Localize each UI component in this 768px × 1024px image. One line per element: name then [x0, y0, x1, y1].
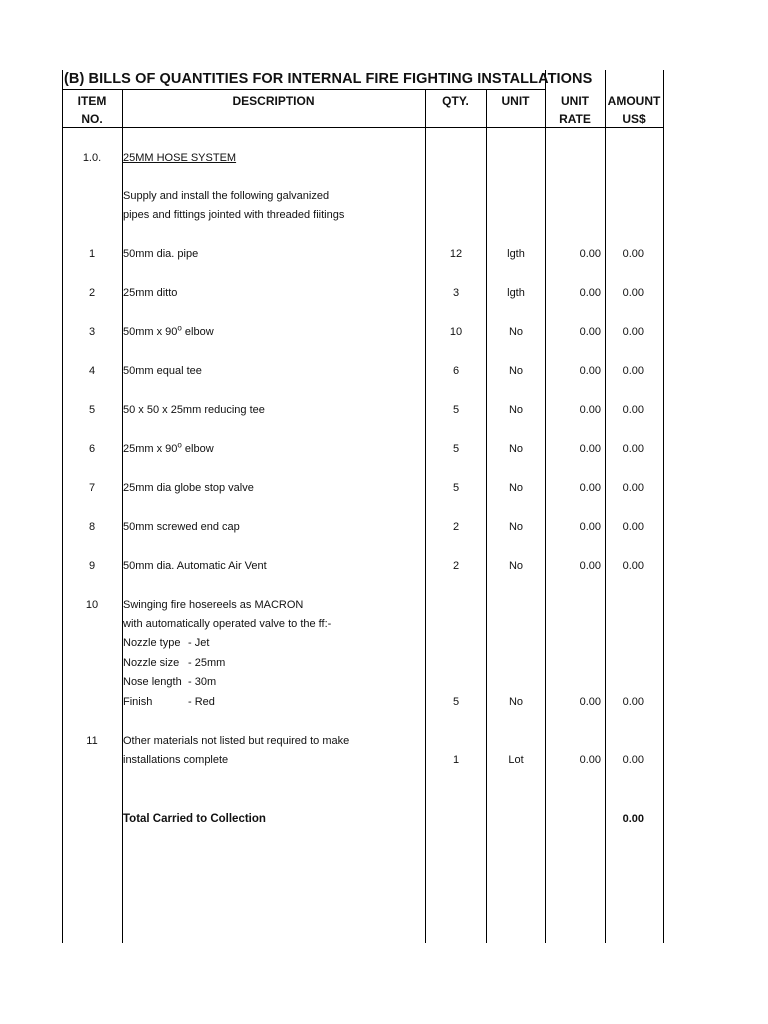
row-amount: 0.00 — [622, 404, 644, 416]
section-intro-line2: pipes and fittings jointed with threaded fiitings — [123, 209, 345, 221]
total-amount: 0.00 — [622, 813, 644, 825]
row-item-number: 6 — [88, 443, 96, 455]
row-unit: lgth — [507, 287, 525, 299]
row-unit-rate: 0.00 — [579, 248, 601, 260]
row-amount: 0.00 — [622, 482, 644, 494]
item10-desc-line1: Swinging fire hosereels as MACRON — [123, 599, 304, 611]
item10-number: 10 — [85, 599, 99, 611]
row-qty: 5 — [452, 443, 460, 455]
row-item-number: 5 — [88, 404, 96, 416]
row-description: 50 x 50 x 25mm reducing tee — [123, 404, 265, 416]
col-border-desc — [425, 90, 426, 943]
row-qty: 3 — [452, 287, 460, 299]
row-qty: 12 — [449, 248, 463, 260]
col-border-unit — [545, 70, 546, 943]
item10-amount: 0.00 — [622, 696, 644, 708]
item11-qty: 1 — [452, 754, 460, 766]
row-unit: No — [508, 404, 524, 416]
item10-desc-line2: with automatically operated valve to the ff:- — [123, 618, 332, 630]
item10-rate: 0.00 — [579, 696, 601, 708]
row-unit: lgth — [507, 248, 525, 260]
col-border-left — [62, 70, 63, 943]
item10-spec-3: Nose length - 30m — [123, 676, 217, 688]
row-description: 50mm x 90$^o$ elbow — [123, 323, 214, 338]
page-title: (B) BILLS OF QUANTITIES FOR INTERNAL FIRE FIGHTING INSTALLATIONS — [64, 71, 593, 87]
row-qty: 5 — [452, 482, 460, 494]
row-unit-rate: 0.00 — [579, 521, 601, 533]
header-qty: QTY. — [442, 94, 469, 108]
row-unit-rate: 0.00 — [579, 287, 601, 299]
header-amount: AMOUNT US$ — [607, 94, 661, 126]
row-item-number: 3 — [88, 326, 96, 338]
row-description: 50mm equal tee — [123, 365, 202, 377]
item11-unit: Lot — [508, 754, 524, 766]
row-unit: No — [508, 326, 524, 338]
row-description: 25mm ditto — [123, 287, 178, 299]
section-number: 1.0. — [82, 152, 102, 164]
item10-spec-2: Nozzle size - 25mm — [123, 657, 226, 669]
row-description: 50mm screwed end cap — [123, 521, 240, 533]
degree-superscript: o — [177, 440, 182, 450]
row-unit-rate: 0.00 — [579, 560, 601, 572]
row-amount: 0.00 — [622, 560, 644, 572]
row-amount: 0.00 — [622, 287, 644, 299]
row-qty: 2 — [452, 521, 460, 533]
item10-unit: No — [508, 696, 524, 708]
row-qty: 2 — [452, 560, 460, 572]
row-unit-rate: 0.00 — [579, 482, 601, 494]
row-unit: No — [508, 482, 524, 494]
row-unit: No — [508, 365, 524, 377]
item11-rate: 0.00 — [579, 754, 601, 766]
item10-spec-1: Nozzle type - Jet — [123, 637, 210, 649]
row-item-number: 9 — [88, 560, 96, 572]
item11-number: 11 — [86, 735, 98, 747]
col-border-qty — [486, 90, 487, 943]
row-unit: No — [508, 560, 524, 572]
header-unit-rate: UNIT RATE — [559, 94, 591, 126]
row-amount: 0.00 — [622, 365, 644, 377]
row-item-number: 2 — [88, 287, 96, 299]
row-description: 25mm dia globe stop valve — [123, 482, 254, 494]
header-item: ITEM NO. — [77, 94, 107, 126]
item10-qty: 5 — [452, 696, 460, 708]
col-border-right — [663, 70, 664, 943]
row-description: 50mm dia. pipe — [123, 248, 199, 260]
row-unit-rate: 0.00 — [579, 365, 601, 377]
row-unit-rate: 0.00 — [579, 326, 601, 338]
row-qty: 10 — [449, 326, 463, 338]
row-description: 25mm x 90$^o$ elbow — [123, 440, 214, 455]
row-description: 50mm dia. Automatic Air Vent — [123, 560, 267, 572]
row-item-number: 7 — [88, 482, 96, 494]
row-amount: 0.00 — [622, 521, 644, 533]
item11-amount: 0.00 — [622, 754, 644, 766]
row-item-number: 8 — [88, 521, 96, 533]
header-unit: UNIT — [501, 94, 530, 108]
header-description: DESCRIPTION — [232, 94, 315, 108]
item11-desc-line2: installations complete — [123, 754, 229, 766]
section-intro-line1: Supply and install the following galvanized — [123, 190, 330, 202]
total-label: Total Carried to Collection — [123, 813, 266, 825]
section-heading: 25MM HOSE SYSTEM — [123, 152, 237, 164]
item10-spec-4: Finish - Red — [123, 696, 215, 708]
row-unit-rate: 0.00 — [579, 443, 601, 455]
row-item-number: 4 — [88, 365, 96, 377]
row-unit-rate: 0.00 — [579, 404, 601, 416]
degree-superscript: o — [177, 323, 182, 333]
row-amount: 0.00 — [622, 248, 644, 260]
row-unit: No — [508, 443, 524, 455]
row-border-title — [62, 89, 546, 90]
row-item-number: 1 — [88, 248, 96, 260]
row-amount: 0.00 — [622, 326, 644, 338]
item11-desc-line1: Other materials not listed but required to make — [123, 735, 350, 747]
row-qty: 6 — [452, 365, 460, 377]
row-amount: 0.00 — [622, 443, 644, 455]
row-unit: No — [508, 521, 524, 533]
row-qty: 5 — [452, 404, 460, 416]
